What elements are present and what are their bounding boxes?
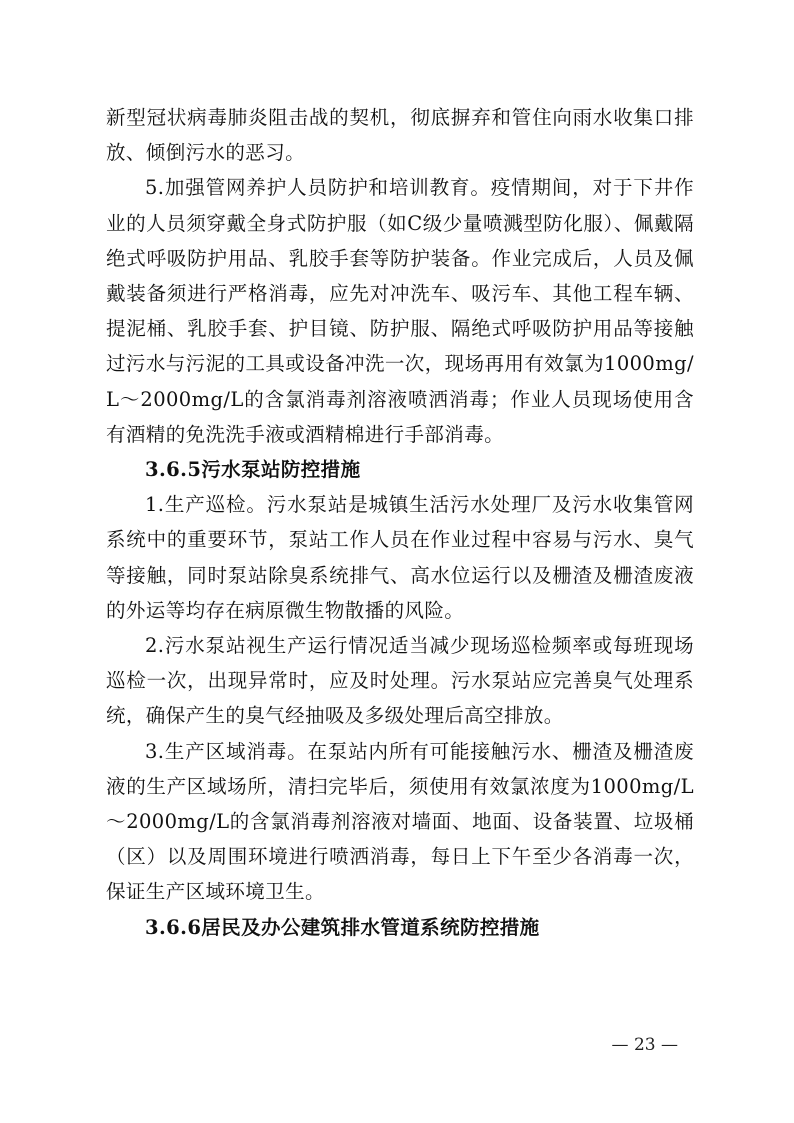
paragraph-production-inspection: 1.生产巡检。污水泵站是城镇生活污水处理厂及污水收集管网系统中的重要环节，泵站工作人员在作业过程中容易与污水、臭气等接触，同时泵站除臭系统排气、高水位运行以及栅渣及栅渣废液的外运等均存在病原微生物散播的风险。	[106, 493, 694, 622]
section-heading-3-6-5: 3.6.5污水泵站防控措施	[145, 458, 361, 482]
paragraph-protection-training: 5.加强管网养护人员防护和培训教育。疫情期间，对于下井作业的人员须穿戴全身式防护服（如C级少量喷溅型防化服）、佩戴隔绝式呼吸防护用品、乳胶手套等防护装备。作业完成后，人员及佩戴装备须进行严格消毒，应先对冲洗车、吸污车、其他工程车辆、提泥桶、乳胶手套、护目镜、防护服、隔绝式呼吸防护用品等接触过污水与污泥的工具或设备冲洗一次，现场再用有效氯为1000mg/L～2000mg/L的含氯消毒剂溶液喷洒消毒；作业人员现场使用含有酒精的免洗洗手液或酒精棉进行手部消毒。	[106, 176, 694, 446]
document-body	[106, 100, 694, 945]
paragraph-continuation: 新型冠状病毒肺炎阻击战的契机，彻底摒弃和管住向雨水收集口排放、倾倒污水的恶习。	[106, 106, 694, 165]
section-heading-3-6-6: 3.6.6居民及办公建筑排水管道系统防控措施	[145, 915, 540, 939]
paragraph-area-disinfection: 3.生产区域消毒。在泵站内所有可能接触污水、栅渣及栅渣废液的生产区域场所，清扫完毕后，须使用有效氯浓度为1000mg/L～2000mg/L的含氯消毒剂溶液对墙面、地面、设备装置、垃圾桶（区）以及周围环境进行喷洒消毒，每日上下午至少各消毒一次，保证生产区域环境卫生。	[106, 739, 694, 904]
paragraph-inspection-frequency: 2.污水泵站视生产运行情况适当减少现场巡检频率或每班现场巡检一次，出现异常时，应及时处理。污水泵站应完善臭气处理系统，确保产生的臭气经抽吸及多级处理后高空排放。	[106, 634, 694, 728]
page-number: — 23 —	[611, 1035, 678, 1055]
